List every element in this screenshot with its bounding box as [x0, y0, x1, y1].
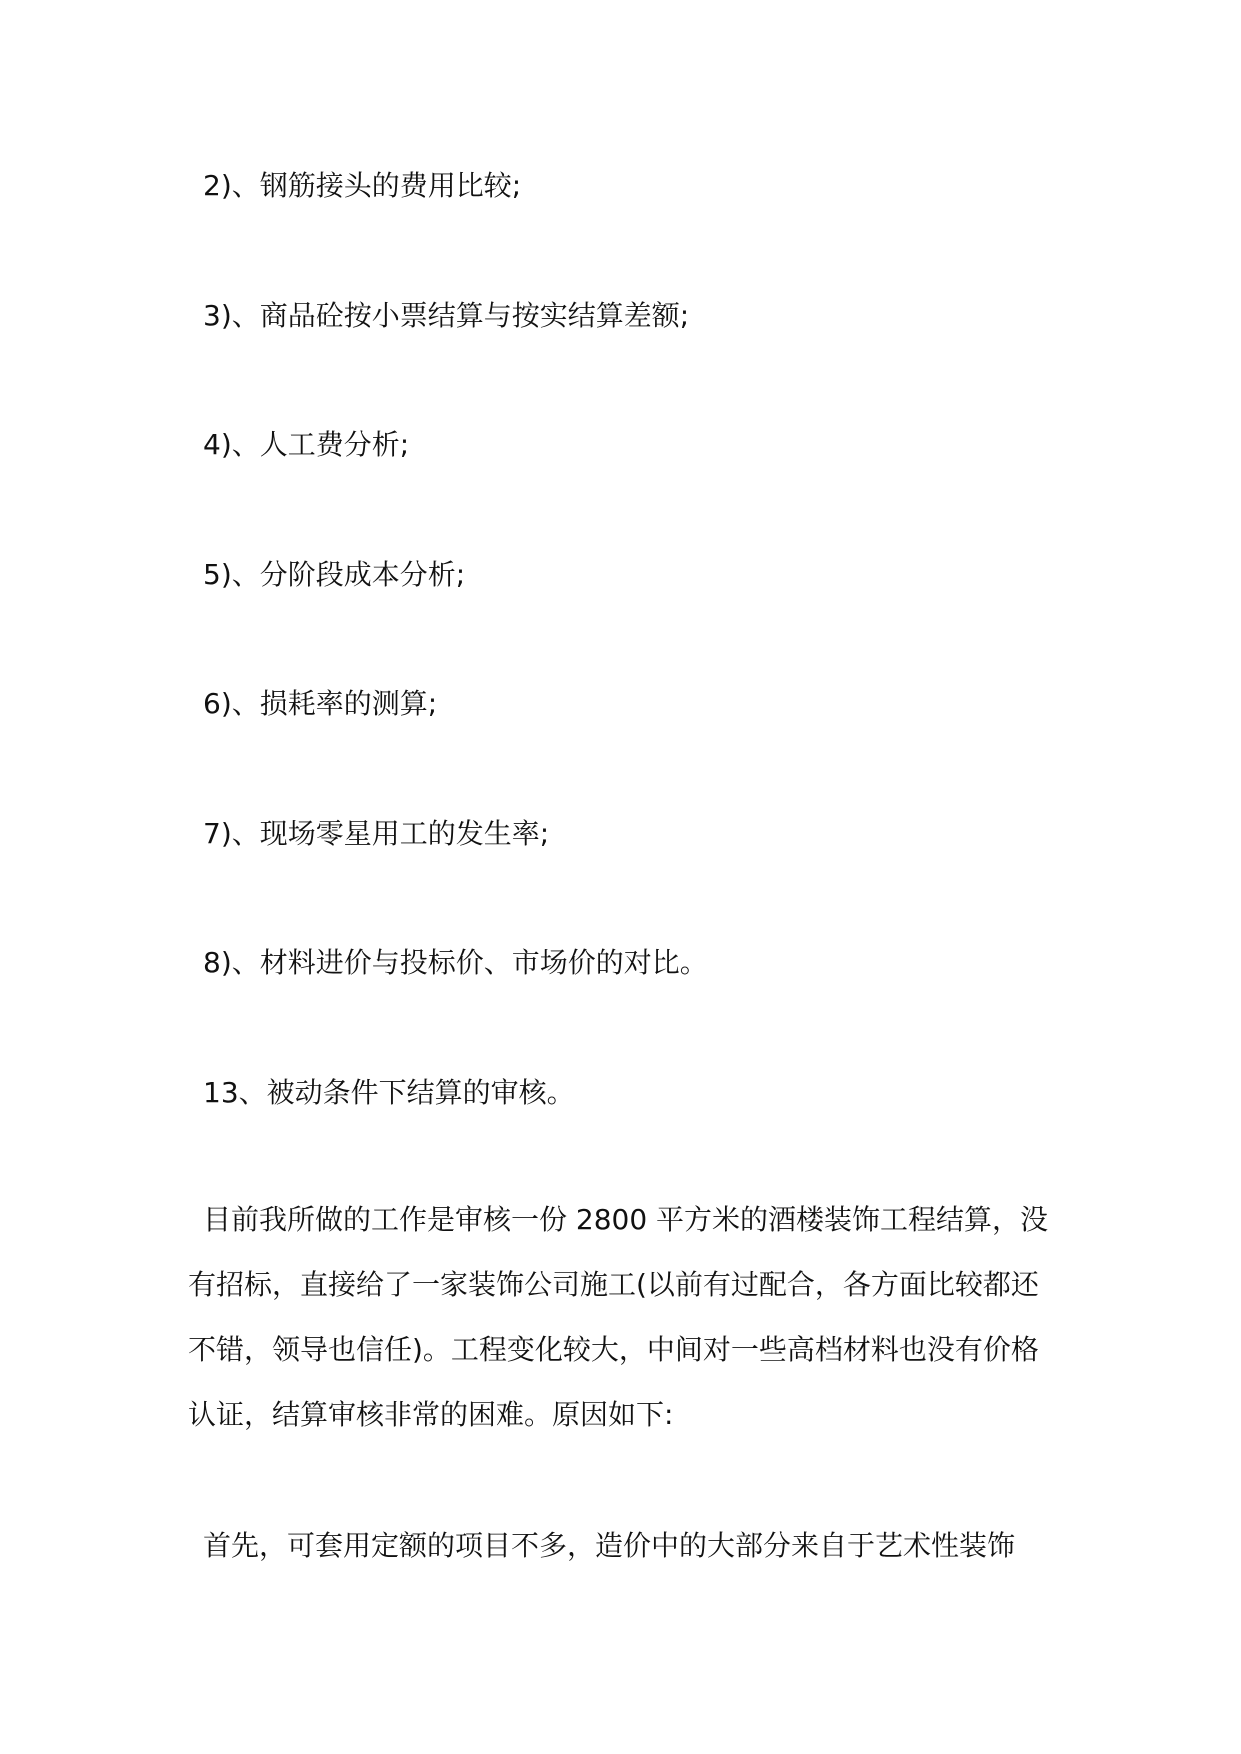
body-paragraph: 首先，可套用定额的项目不多，造价中的大部分来自于艺术性装饰 — [203, 1529, 1016, 1562]
list-item: 8)、材料进价与投标价、市场价的对比。 — [203, 946, 708, 979]
body-paragraph: 目前我所做的工作是审核一份 2800 平方米的酒楼装饰工程结算，没有招标，直接给了一家装饰公司施工(以前有过配合，各方面比较都还不错，领导也信任)。工程变化较大，中间对一些高档材料也没有价格认证，结算审核非常的困难。原因如下: — [188, 1203, 1049, 1431]
section-heading: 13、被动条件下结算的审核。 — [203, 1076, 575, 1109]
list-item: 6)、损耗率的测算; — [203, 687, 438, 720]
list-item: 4)、人工费分析; — [203, 428, 410, 461]
list-item: 7)、现场零星用工的发生率; — [203, 817, 550, 850]
list-item: 5)、分阶段成本分析; — [203, 558, 466, 591]
list-item: 2)、钢筋接头的费用比较; — [203, 169, 522, 202]
list-item: 3)、商品砼按小票结算与按实结算差额; — [203, 299, 690, 332]
